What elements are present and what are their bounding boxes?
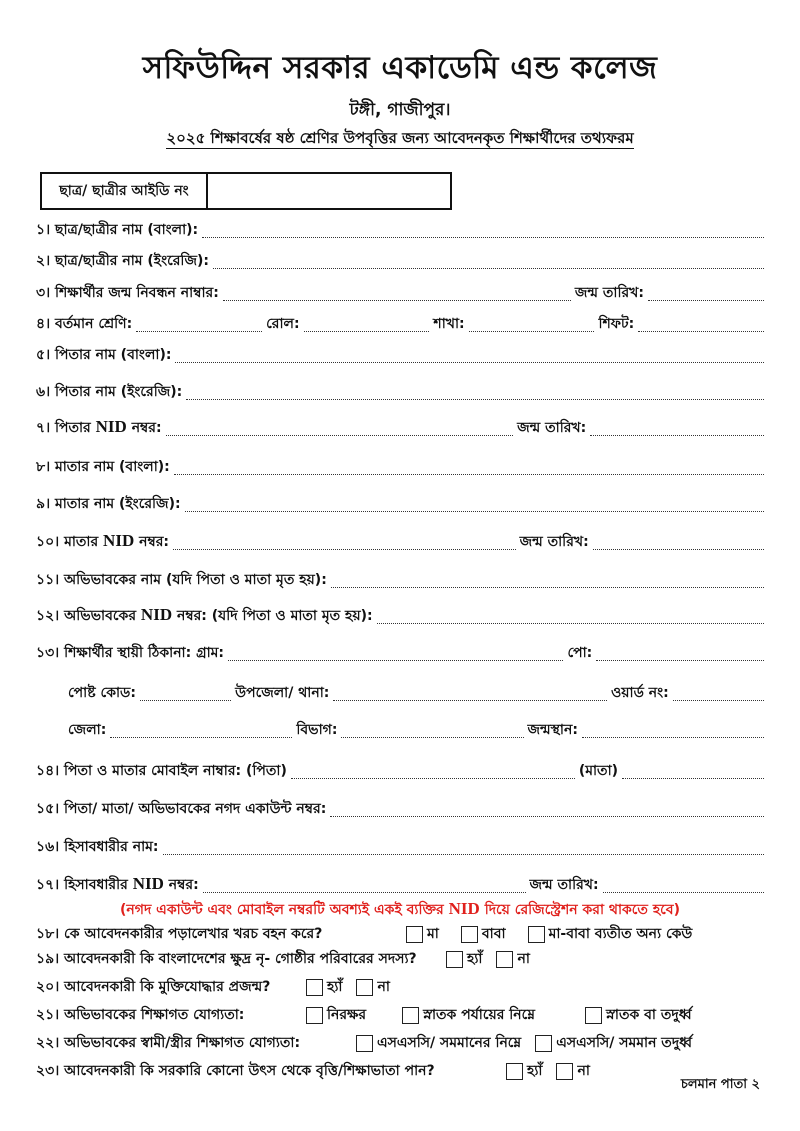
checkbox-option[interactable]	[461, 922, 506, 946]
checkbox[interactable]	[496, 951, 513, 968]
continued-page-label: চলমান পাতা ২	[680, 1077, 760, 1092]
field-label: (মাতা)	[578, 763, 619, 779]
class-input[interactable]	[136, 330, 262, 332]
mother-name-en-input[interactable]	[185, 510, 764, 512]
field-address-line-3	[68, 718, 768, 742]
field-father-name-en	[36, 380, 768, 404]
field-label: ১৭। হিসাবধারীর NID নম্বর:	[36, 874, 199, 893]
field-label: জন্ম তারিখ:	[529, 877, 599, 893]
registration-warning-note: (নগদ একাউন্ট এবং মোবাইল নম্বরটি অবশ্যই একই ব্যক্তির NID দিয়ে রেজিস্ট্রেশন করা থাকতে হবে)	[120, 899, 680, 918]
field-label: ওয়ার্ড নং:	[611, 685, 669, 701]
checkbox-label: বাবা	[481, 926, 506, 942]
checkbox-option[interactable]	[406, 922, 439, 946]
mother-nid-input[interactable]	[173, 548, 516, 550]
field-nagad-account	[36, 797, 768, 821]
field-label: ৯। মাতার নাম (ইংরেজি):	[36, 496, 181, 512]
question-label: ২২। অভিভাবকের স্বামী/স্ত্রীর শিক্ষাগত যোগ্যতা:	[36, 1035, 301, 1051]
question-row	[36, 922, 768, 946]
field-label: জন্ম তারিখ:	[574, 285, 644, 301]
question-row	[36, 1003, 768, 1027]
field-label: ২। ছাত্র/ছাত্রীর নাম (ইংরেজি):	[36, 253, 209, 269]
mother-name-bn-input[interactable]	[174, 473, 764, 475]
field-student-name-en	[36, 249, 768, 273]
field-label: বিভাগ:	[296, 722, 338, 738]
roll-input[interactable]	[304, 330, 430, 332]
field-label: পো:	[567, 645, 593, 661]
checkbox[interactable]	[402, 1007, 419, 1024]
student-name-en-input[interactable]	[213, 267, 764, 269]
account-holder-name-input[interactable]	[163, 853, 764, 855]
student-id-field[interactable]	[208, 174, 450, 208]
field-address-line-2	[68, 681, 768, 705]
institution-location: টঙ্গী, গাজীপুর।	[349, 100, 451, 120]
checkbox-label: মা-বাবা ব্যতীত অন্য কেউ	[548, 926, 693, 942]
checkbox-option[interactable]	[402, 1003, 535, 1027]
checkbox-option[interactable]	[556, 1059, 589, 1083]
field-class-info	[36, 312, 768, 336]
field-father-name-bn	[36, 343, 768, 367]
field-label: ৪। বর্তমান শ্রেণি:	[36, 316, 133, 332]
birth-registration-input[interactable]	[223, 299, 571, 301]
field-label: উপজেলা/ থানা:	[235, 685, 330, 701]
field-mother-name-en	[36, 492, 768, 516]
field-label: পোষ্ট কোড:	[68, 685, 136, 701]
field-guardian-nid	[36, 604, 768, 628]
field-label: ৮। মাতার নাম (বাংলা):	[36, 459, 170, 475]
ward-input[interactable]	[673, 699, 764, 701]
district-input[interactable]	[110, 736, 292, 738]
field-mother-nid	[36, 530, 768, 554]
checkbox-label: এসএসসি/ সমমানের নিম্নে	[377, 1035, 522, 1051]
student-dob-input[interactable]	[648, 299, 764, 301]
field-label: ১। ছাত্র/ছাত্রীর নাম (বাংলা):	[36, 222, 199, 238]
checkbox-label: মা	[427, 926, 439, 942]
nagad-account-input[interactable]	[330, 815, 764, 817]
field-permanent-address	[36, 641, 768, 665]
field-label: শিফট:	[598, 316, 635, 332]
field-label: জন্ম তারিখ:	[519, 534, 589, 550]
field-label: ১০। মাতার NID নম্বর:	[36, 531, 169, 550]
field-label: জেলা:	[68, 722, 107, 738]
checkbox-label: না	[577, 1063, 590, 1079]
field-label: ৬। পিতার নাম (ইংরেজি):	[36, 384, 183, 400]
checkbox[interactable]	[556, 1063, 573, 1080]
field-birth-registration	[36, 281, 768, 305]
checkbox-option[interactable]	[306, 975, 342, 999]
shift-input[interactable]	[638, 330, 764, 332]
account-holder-nid-input[interactable]	[203, 891, 526, 893]
field-label: রোল:	[266, 316, 300, 332]
checkbox-option[interactable]	[356, 1031, 521, 1055]
checkbox[interactable]	[406, 926, 423, 943]
checkbox-label: হ্যাঁ	[527, 1063, 543, 1079]
checkbox[interactable]	[306, 979, 323, 996]
checkbox-label: স্নাতক বা তদুর্ধ্ব	[606, 1007, 692, 1023]
question-row	[36, 947, 768, 971]
checkbox[interactable]	[461, 926, 478, 943]
checkbox[interactable]	[356, 1035, 373, 1052]
post-office-input[interactable]	[596, 659, 764, 661]
field-label: ৫। পিতার নাম (বাংলা):	[36, 347, 172, 363]
checkbox[interactable]	[306, 1007, 323, 1024]
checkbox-label: না	[377, 979, 390, 995]
checkbox-option[interactable]	[306, 1003, 366, 1027]
checkbox-label: না	[517, 951, 530, 967]
field-label: জন্ম তারিখ:	[517, 420, 587, 436]
postcode-input[interactable]	[140, 699, 231, 701]
guardian-name-input[interactable]	[331, 586, 764, 588]
checkbox-label: নিরক্ষর	[327, 1007, 367, 1023]
field-label: ৩। শিক্ষার্থীর জন্ম নিবন্ধন নাম্বার:	[36, 285, 219, 301]
division-input[interactable]	[341, 736, 523, 738]
checkbox-label: স্নাতক পর্যায়ের নিম্নে	[423, 1007, 536, 1023]
birthplace-input[interactable]	[582, 736, 764, 738]
field-label: ১৩। শিক্ষার্থীর স্থায়ী ঠিকানা: গ্রাম:	[36, 645, 225, 661]
field-label: ১৬। হিসাবধারীর নাম:	[36, 839, 159, 855]
question-label: ২৩। আবেদনকারী কি সরকারি কোনো উৎস থেকে বৃত্তি/শিক্ষাভাতা পান?	[36, 1063, 435, 1079]
field-mobile-numbers	[36, 759, 768, 783]
field-account-holder-name	[36, 835, 768, 859]
checkbox[interactable]	[535, 1035, 552, 1052]
question-label: ১৯। আবেদনকারী কি বাংলাদেশের ক্ষুদ্র নৃ- গোষ্ঠীর পরিবারের সদস্য?	[36, 951, 417, 967]
checkbox[interactable]	[506, 1063, 523, 1080]
checkbox-option[interactable]	[506, 1059, 542, 1083]
form-title: ২০২৫ শিক্ষাবর্ষের ষষ্ঠ শ্রেণির উপবৃত্তির জন্য আবেদনকৃত শিক্ষার্থীদের তথ্যফরম	[166, 129, 634, 147]
checkbox-label: হ্যাঁ	[467, 951, 483, 967]
checkbox-option[interactable]	[585, 1003, 692, 1027]
field-label: ১৪। পিতা ও মাতার মোবাইল নাম্বার: (পিতা)	[36, 763, 287, 779]
field-label: ১২। অভিভাবকের NID নম্বর: (যদি পিতা ও মাতা মৃত হয়):	[36, 605, 373, 624]
account-holder-dob-input[interactable]	[603, 891, 764, 893]
question-label: ১৮। কে আবেদনকারীর পড়ালেখার খরচ বহন করে?	[36, 926, 323, 942]
student-name-bn-input[interactable]	[202, 236, 764, 238]
guardian-nid-input[interactable]	[377, 622, 764, 624]
field-mother-name-bn	[36, 455, 768, 479]
checkbox-option[interactable]	[356, 975, 389, 999]
checkbox[interactable]	[528, 926, 545, 943]
question-row	[36, 1031, 768, 1055]
father-dob-input[interactable]	[590, 434, 764, 436]
father-mobile-input[interactable]	[291, 777, 575, 779]
field-guardian-name	[36, 568, 768, 592]
field-father-nid	[36, 416, 768, 440]
question-label: ২১। অভিভাবকের শিক্ষাগত যোগ্যতা:	[36, 1007, 245, 1023]
branch-input[interactable]	[469, 330, 595, 332]
checkbox-option[interactable]	[528, 922, 693, 946]
student-id-label: ছাত্র/ ছাত্রীর আইডি নং	[42, 174, 208, 208]
upazila-input[interactable]	[333, 699, 607, 701]
father-nid-input[interactable]	[166, 434, 514, 436]
question-label: ২০। আবেদনকারী কি মুক্তিযোদ্ধার প্রজন্ম?	[36, 979, 271, 995]
question-row	[36, 1059, 768, 1083]
student-id-box	[40, 172, 452, 210]
father-name-en-input[interactable]	[186, 398, 764, 400]
field-account-holder-nid	[36, 873, 768, 897]
checkbox-label: হ্যাঁ	[327, 979, 343, 995]
field-label: ৭। পিতার NID নম্বর:	[36, 417, 162, 436]
checkbox-option[interactable]	[446, 947, 482, 971]
checkbox[interactable]	[356, 979, 373, 996]
father-name-bn-input[interactable]	[175, 361, 764, 363]
field-label: ১১। অভিভাবকের নাম (যদি পিতা ও মাতা মৃত হয়):	[36, 572, 327, 588]
field-label: জন্মস্থান:	[527, 722, 578, 738]
field-label: ১৫। পিতা/ মাতা/ অভিভাবকের নগদ একাউন্ট নম্বর:	[36, 801, 327, 817]
checkbox[interactable]	[585, 1007, 602, 1024]
field-student-name-bn	[36, 218, 768, 242]
mother-dob-input[interactable]	[593, 548, 764, 550]
checkbox[interactable]	[446, 951, 463, 968]
mother-mobile-input[interactable]	[622, 777, 764, 779]
checkbox-option[interactable]	[496, 947, 529, 971]
village-input[interactable]	[228, 659, 563, 661]
checkbox-label: এসএসসি/ সমমান তদুর্ধ্ব	[556, 1035, 693, 1051]
question-row	[36, 975, 768, 999]
institution-name: সফিউদ্দিন সরকার একাডেমি এন্ড কলেজ	[142, 50, 658, 86]
field-label: শাখা:	[433, 316, 465, 332]
checkbox-option[interactable]	[535, 1031, 692, 1055]
